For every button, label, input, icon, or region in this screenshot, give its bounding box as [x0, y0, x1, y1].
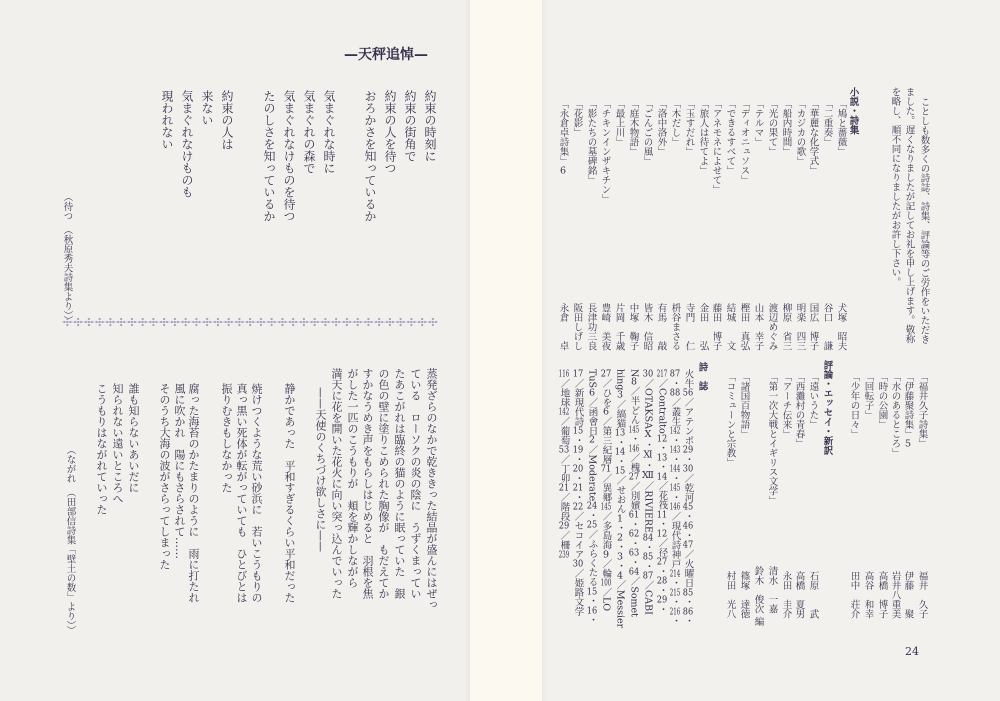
poem-line: 満天に花を開いた花火に向い突っ込んでいった: [330, 368, 343, 599]
entry-title: 「遠いうた」: [807, 372, 819, 429]
magazine-line: 30／OTAKSAⅩ・Ⅺ・Ⅻ／RIVIERE84・85・87／CABI: [642, 369, 654, 615]
entry-title: 「玉すだれ」: [683, 99, 695, 156]
poem-line: 誰も知らないあいだに: [127, 383, 140, 493]
entry-author: 皆木 信昭: [641, 303, 653, 351]
poem-line: 真っ黒い死体が転がっていても ひとびとは: [235, 383, 248, 603]
poem-line: 約束の時刻に: [423, 90, 437, 162]
entry-title: 「テルマ」: [752, 99, 764, 147]
poem-line: 約束の街角で: [403, 90, 417, 162]
page-title: —天秤追悼—: [344, 47, 428, 63]
intro-line: ことしも数多くの詩誌、詩集、評論等のご労作をいただき: [918, 96, 930, 344]
entry-author: 岩井八重美: [889, 571, 901, 619]
entry-title: 「花影」: [571, 99, 583, 137]
poem-line: 風に吹かれ 陽にもさらされて……: [173, 383, 186, 559]
poem-line: 約束の人を待つ: [383, 90, 397, 174]
entry-title: 「ディオニュソス」: [738, 99, 750, 185]
entry-author: 清水 一嘉: [766, 566, 778, 614]
poem-line: がした一匹のこうもりが 頬を輝かしながら: [346, 368, 359, 588]
magazine-line: 17／新現代詩15・19・20・21・22／セコイア30／姫路文学: [572, 369, 584, 616]
entry-author: 犬塚 昭夫: [835, 303, 847, 351]
entry-author: 樫田 真弘: [738, 303, 750, 351]
poem-attribution: （ながれ （田部信詩集「壁土の数」より））: [64, 445, 76, 635]
entry-author: 寺門 仁: [683, 303, 695, 351]
entry-title: 「アーチ伝来」: [780, 372, 792, 439]
entry-author: 高谷 和幸: [862, 571, 874, 619]
magazine-line: 217／Contralto12・13・14／花筏11・12／径27・28・29・: [656, 369, 668, 615]
poem-line: ——天使のくちづけ欲しさに——: [314, 387, 327, 552]
poem-line: 気まぐれの森で: [302, 90, 316, 174]
entry-title: 「西灘村の青春」: [793, 372, 805, 448]
poem-line: 静かであった 平和すぎるくらい平和だった: [283, 383, 296, 603]
entry-title: 「ごんごの風」: [641, 99, 653, 166]
entry-author: 金田 弘: [697, 303, 709, 351]
entry-author: 片岡 千歳: [613, 303, 625, 351]
entry-title: 「少年の日々」: [848, 372, 860, 439]
poem-line: おろかさを知っているか: [363, 90, 377, 222]
entry-title: 「旅人は待てよ」: [697, 99, 709, 175]
magazine-line: 火牛56／アテンポ29・30／乾河45・46・47／火曜日85・86・: [682, 369, 694, 626]
poem-line: 腐った海苔のかたまりのように 雨に打たれ: [187, 383, 200, 603]
poem-line: 気まぐれなけものも: [180, 90, 194, 198]
entry-author: 阪田しげし: [571, 303, 583, 351]
entry-title: 「カジカの歌」: [794, 99, 806, 166]
entry-title: 「光の果て」: [766, 99, 778, 156]
entry-title: 「できるすべて」: [724, 99, 736, 175]
entry-author: 明楽 四三: [794, 303, 806, 351]
entry-author: 高橋 博子: [876, 571, 888, 619]
entry-author: 田中 荘介: [848, 571, 860, 619]
entry-author: 山本 幸子: [752, 303, 764, 351]
entry-author: 石原 武: [807, 571, 819, 619]
entry-title: 「時の公園」: [876, 372, 888, 429]
entry-author: 枡谷まさる: [669, 303, 681, 351]
entry-author: 中塚 鞠子: [627, 303, 639, 351]
poem-line: 現われない: [160, 90, 174, 150]
magazine-line: N8／半どん145・146／槐27／別嬪61・62・63・64／Somet: [628, 369, 640, 617]
poem-line: たのしさを知っているか: [262, 90, 276, 222]
entry-title: 「鳩と薔薇」: [835, 99, 847, 156]
entry-author: 篠塚 達徳: [738, 571, 750, 619]
entry-title: 「華麗な化学式」: [807, 99, 819, 175]
ornamental-divider: [62, 316, 438, 328]
poem-line: こうもりはながれていった: [95, 383, 108, 515]
poem-line: すかなうめき声をもらしはじめると 羽根を焦: [361, 368, 374, 599]
entry-author: 高橋 夏男: [793, 571, 805, 619]
intro-line: を略し、順不同になりましたがお許し下さい。: [889, 87, 901, 287]
entry-title: 「福井久子詩集」: [916, 372, 928, 448]
section-heading-magazines: 詩 誌: [696, 362, 708, 391]
entry-title: 「コミューンと宗教」: [724, 372, 736, 467]
entry-author: 藤田 博子: [710, 303, 722, 351]
poem-line: 約束の人は: [220, 90, 234, 150]
entry-title: 「洛中洛外」: [655, 99, 667, 156]
entry-title: 「船内時間」: [780, 99, 792, 156]
entry-title: 「庭木物語」: [627, 99, 639, 156]
poem-line: 気まぐれなけものを待つ: [282, 90, 296, 222]
magazine-line: 116／地球142／葡萄53／丁卯21／階段29／柵239: [558, 369, 570, 559]
section-heading-novels-poetry: 小説・詩集: [847, 87, 859, 135]
magazine-line: 27／ひを6／第三紀層71／異郷145／多島海9／輪100／LO: [600, 369, 612, 612]
entry-author: 国広 博子: [807, 303, 819, 351]
entry-title: 「回転子」: [862, 372, 874, 420]
entry-title: 「木だし」: [669, 99, 681, 147]
entry-author: 伊藤 聚: [902, 571, 914, 619]
entry-author: 渡辺めぐみ: [766, 303, 778, 351]
poem-line: 焼けつくような荒い砂浜に 若いこうもりの: [250, 383, 263, 603]
page-gutter: [470, 0, 542, 701]
entry-title: 「永倉卓詩集」6: [557, 99, 569, 175]
entry-title: 「影たちの墓碑銘」: [585, 99, 597, 185]
poem-line: 気まぐれな時に: [322, 90, 336, 174]
magazine-line: 87・88／叢生142・143・144・145・146／現代詩神戸214・215・216・: [669, 369, 681, 626]
intro-line: ました。遅くなりましたが記してお礼を申し上げます。敬称: [903, 87, 915, 344]
entry-title: 「最上川」: [613, 99, 625, 147]
magazine-line: TuS6／函會日2／Moderate24・25／ふらくたる15・16・: [586, 369, 598, 625]
section-heading-criticism: 評論・エッセイ・新訳: [821, 360, 833, 455]
entry-author: 長津功三良: [585, 303, 597, 351]
entry-author: 豊崎 美夜: [599, 303, 611, 351]
entry-author: 永倉 卓: [557, 303, 569, 351]
entry-title: 「二重奏」: [821, 99, 833, 147]
poem-line: の色の壁に塗りこめられた胸像が もだえてか: [377, 368, 390, 599]
poem-line: 来ない: [200, 90, 214, 126]
entry-title: 「水のあるところ」: [889, 372, 901, 458]
poem-attribution: （待つ （秋原秀夫詩集より））: [61, 192, 73, 325]
entry-author: 有馬 敲: [655, 303, 667, 351]
entry-title: 「アネモネによせて」: [710, 99, 722, 194]
entry-title: 「諸国百物語」: [738, 372, 750, 439]
poem-line: 振りむきもしなかった: [220, 383, 233, 493]
poem-line: そのうち大海の波がさらってしまった: [158, 383, 171, 570]
entry-title: 「第一次大戦とイギリス文学」: [766, 372, 778, 505]
entry-author: 福井 久子: [916, 571, 928, 619]
entry-author: 永田 圭介: [780, 571, 792, 619]
magazine-line: hing3／縞猫13・14・15／せおん1・2・3・4／Messier: [614, 369, 626, 629]
entry-author: 結城 文: [724, 303, 736, 351]
entry-title: 「伊藤聚詩集」5: [902, 372, 914, 448]
poem-line: 知られない遠いところへ: [111, 383, 124, 504]
poem-line: 蒸発ざらのなかで乾ききった結晶が盛んにはぜっ: [425, 368, 438, 610]
entry-title: 「チキンインザキチン」: [599, 99, 611, 204]
entry-author: 村田 光八: [724, 571, 736, 619]
poem-line: ている ローソクの炎の陰に うずくまってい: [409, 368, 422, 599]
entry-author: 谷口 謙: [821, 303, 833, 351]
poem-line: たあこがれは臨終の猫のように眠っていた 銀: [393, 368, 406, 599]
page-number: 24: [905, 645, 919, 658]
entry-author: 柳原 省三: [780, 303, 792, 351]
entry-editor: 鈴木 俊次 編: [752, 566, 764, 627]
